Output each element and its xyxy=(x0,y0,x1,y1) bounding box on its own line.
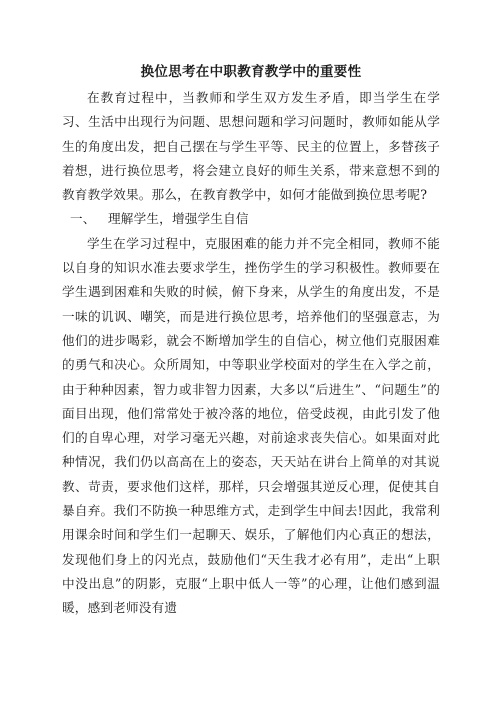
section-body-paragraph: 学生在学习过程中，克服困难的能力并不完全相同，教师不能以自身的知识水准去要求学生，挫伤学生的学习积极性。教师要在学生遇到困难和失败的时候，俯下身来，从学生的角度出发，不是一味的讥讽、嘲笑，而是进行换位思考，培养他们的坚强意志，为他们的进步喝彩，就会不断增加学生的自信心，树立他们克服困难的勇气和决心。众所周知，中等职业学校面对的学生在入学之前，由于种种因素，智力或非智力因素，大多以“后进生”、“问题生”的面目出现，他们常常处于被冷落的地位，倍受歧视，由此引发了他们的自卑心理，对学习毫无兴趣，对前途求丧失信心。如果面对此种情况，我们仍以高高在上的姿态，天天站在讲台上简单的对其说教、苛责，要求他们这样，那样，只会增强其逆反心理，促使其自暴自弃。我们不防换一种思维方式，走到学生中间去!因此，我常利用课余时间和学生们一起聊天、娱乐，了解他们内心真正的想法，发现他们身上的闪光点，鼓励他们“天生我才必有用”，走出“上职中没出息”的阴影，克服“上职中低人一等”的心理，让他们感到温暖，感到老师没有遗 xyxy=(62,235,440,616)
section-heading xyxy=(62,207,440,231)
intro-paragraph: 在教育过程中，当教师和学生双方发生矛盾，即当学生在学习、生活中出现行为问题、思想问题和学习问题时，教师如能从学生的角度出发，把自己摆在与学生平等、民主的位置上，多替孩子着想，进行换位思考，将会建立良好的师生关系，带来意想不到的教育教学效果。那么，在教育教学中，如何才能做到换位思考呢? xyxy=(62,90,440,203)
document-title: 换位思考在中职教育教学中的重要性 xyxy=(140,64,362,80)
section-heading-text: 理解学生，增强学生自信 xyxy=(108,211,249,227)
section-number: 一、 xyxy=(70,211,96,227)
document-page xyxy=(62,62,440,621)
